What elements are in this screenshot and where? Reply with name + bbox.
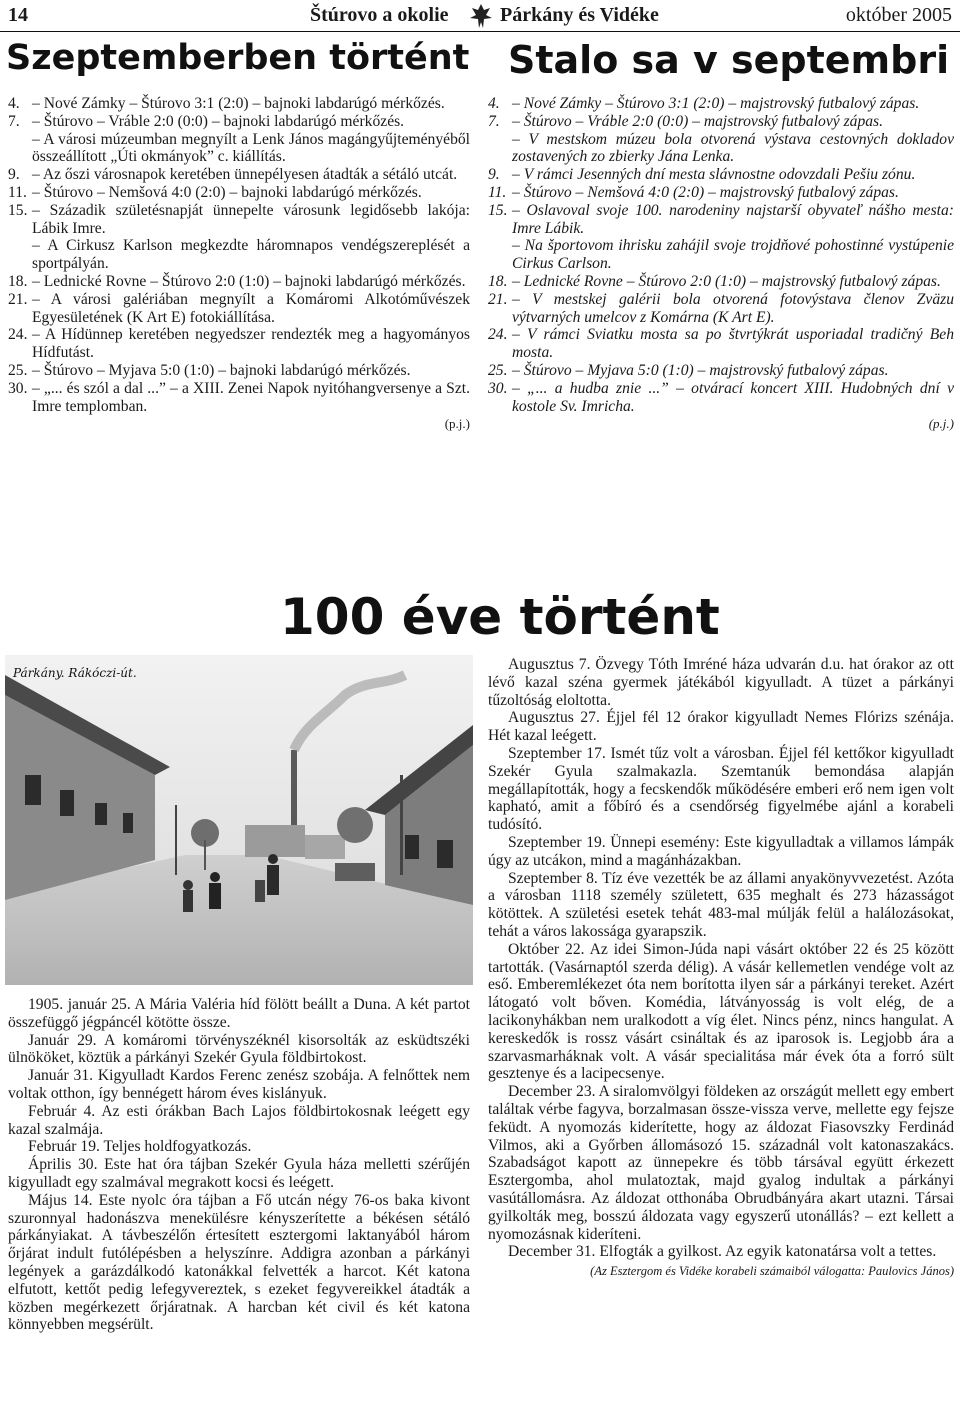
history-entry: December 31. Elfogták a gyilkost. Az egyik katonatársa volt a tettes.: [508, 1243, 937, 1261]
century-left-column: [8, 996, 470, 1334]
page-header: [0, 0, 960, 32]
list-item: 21. – V mestskej galérii bola otvorená fotovýstava členov Zväzu výtvarných umelcov z Komárna (K Art E).: [488, 290, 954, 326]
list-item: 11. – Štúrovo – Nemšová 4:0 (2:0) – bajnoki labdarúgó mérkőzés.: [8, 183, 422, 201]
history-entry: Február 4. Az esti órákban Bach Lajos földbirtokosnak leégett egy kazal szalmája.: [8, 1102, 470, 1138]
history-entry: Május 14. Este nyolc óra tájban a Fő utcán négy 76-os baka kivont szuronnyal hadonászva menekülésre kényszerítette a békésen sétáló párkányiakat. A távbeszélőn értesített esztergomi laktanyából három őrjárat indult futólépésben a helyszínre. Addigra azonban a párkányi legények a garázdálkodó katonákkal felvették a harcot. Két katona elfutott, kettőt pedig lefegyvereztek, s ezeket fegyvereikkel átadták a közben megérkezett őrjáratnak. A harcban két civil és két katona könnyebben megsérült.: [8, 1191, 470, 1334]
sk-signature: (p.j.): [928, 416, 954, 432]
century-right-column: [488, 656, 954, 1281]
history-entry: 1905. január 25. A Mária Valéria híd fölött beállt a Duna. A két partot összefüggő jégpáncél kötötte össze.: [8, 996, 470, 1031]
list-item: 25. – Štúrovo – Myjava 5:0 (1:0) – majstrovský futbalový zápas.: [488, 361, 889, 379]
century-heading: 100 éve történt: [280, 588, 720, 646]
list-item: 7. – Štúrovo – Vráble 2:0 (0:0) – majstrovský futbalový zápas.: [488, 112, 884, 130]
sk-events-column: [488, 95, 954, 433]
list-item: – V mestskom múzeu bola otvorená výstava cestovných dokladov zostavených zo zbierky Jána Lenka.: [512, 130, 954, 166]
history-entry: Augusztus 7. Özvegy Tóth Imréné háza udvarán d.u. hat órakor az ott lévő kazal széna gyermek játékából kigyulladt. A tüzet a párkányi tűzoltóság eloltotta.: [488, 656, 954, 709]
list-item: 24. – A Hídünnep keretében negyedszer rendezték meg a hagyományos Hídfutást.: [8, 326, 470, 362]
issue-date: október 2005: [845, 4, 952, 26]
history-entry: Augusztus 27. Éjjel fél 12 órakor kigyulladt Nemes Flórizs szénája. Hét kazal leégett.: [488, 709, 954, 745]
list-item: 7. – Štúrovo – Vráble 2:0 (0:0) – bajnoki labdarúgó mérkőzés.: [8, 112, 405, 130]
history-entry: Szeptember 19. Ünnepi esemény: Este kigyulladtak a villamos lámpák úgy az utcákon, mind a magánházakban.: [488, 833, 954, 869]
list-item: 9. – Az őszi városnapok keretében ünnepélyesen átadták a sétáló utcát.: [8, 166, 458, 184]
credit-line: (Az Esztergom és Vidéke korabeli számaiból válogatta: Paulovics János): [590, 1264, 954, 1279]
list-item: 9. – V rámci Jesenných dní mesta slávnostne odovzdali Pešiu zónu.: [488, 166, 916, 184]
list-item: 11. – Štúrovo – Nemšová 4:0 (2:0) – majstrovský futbalový zápas.: [488, 183, 899, 201]
hu-heading: Szeptemberben történt: [6, 38, 470, 78]
crest-logo-icon: [468, 2, 494, 30]
page-number: 14: [8, 4, 28, 26]
photo-caption: Párkány. Rákóczi-út.: [13, 666, 137, 680]
historic-photo-illustration: [5, 655, 473, 985]
list-item: 15. – Századik születésnapját ünnepelte városunk legidősebb lakója: Lábik Imre.: [8, 201, 470, 237]
list-item: – A Cirkusz Karlson megkezdte háromnapos vendégszereplését a sportpályán.: [32, 237, 470, 273]
history-entry: Január 29. A komáromi törvényszéknél kisorsolták az esküdtszéki ülnököket, köztük a párkányi Szekér Gyula földbirtokost.: [8, 1031, 470, 1067]
list-item: 4. – Nové Zámky – Štúrovo 3:1 (2:0) – bajnoki labdarúgó mérkőzés.: [8, 95, 445, 112]
list-item: 30. – „... és szól a dal ...” – a XIII. Zenei Napok nyitóhangversenye a Szt. Imre templomban.: [8, 379, 470, 415]
list-item: 18. – Lednické Rovne – Štúrovo 2:0 (1:0) – majstrovský futbalový zápas.: [488, 272, 941, 290]
history-entry: Szeptember 17. Ismét tűz volt a városban. Éjjel fél kettőkor kigyulladt Szekér Gyula szalmakazla. Szemtanúk bemondása alapján megállapították, hogy a fecskendők működésére emberi erő nem igen volt kapható, amit a főbíró és a csendőrség figyelmébe ajánl a korabeli tudósító.: [488, 744, 954, 834]
header-divider: [0, 31, 960, 32]
hu-signature: (p.j.): [444, 416, 470, 432]
publication-title-hu: Párkány és Vidéke: [500, 4, 659, 26]
list-item: 21. – A városi galériában megnyílt a Komáromi Alkotóművészek Egyesületének (K Art E) fotokiállítása.: [8, 290, 470, 326]
history-entry: December 23. A siralomvölgyi földeken az országút mellett egy embert találtak vérbe fagyva, borzalmasan összе-vissza verve, mellette egy fejsze feküdt. A nyomozás kiderítette, hogy az áldozat Fiasovszky Ferdinád Vilmos, aki a Győrben állomásozó 15. századnál volt katonaszakács. Szabadságot kapott az ünnepekre és több társával együtt érkezett Esztergomba, ahol mulatoztak, majd gyalog indultak a párkányi vasútállomásra. Az áldozat otthonába Obrudbányára akart utazni. Társai gyilkolták meg, bosszú áldozata vagy egyszerű utonállás? – ezt kellett a nyomozásnak kideríteni.: [488, 1083, 954, 1243]
sk-heading: Stalo sa v septembri: [508, 38, 950, 82]
list-item: – A városi múzeumban megnyílt a Lenk János magángyűjteményéből összeállított „Úti okmányok” c. kiállítás.: [32, 130, 470, 166]
publication-title-sk: Štúrovo a okolie: [310, 4, 449, 26]
list-item: 30. – „... a hudba znie ...” – otvárací koncert XIII. Hudobných dní v kostole Sv. Imricha.: [488, 379, 954, 415]
list-item: 15. – Oslavoval svoje 100. narodeniny najstarší obyvateľ nášho mesta: Imre Lábik.: [488, 201, 954, 237]
history-entry: Február 19. Teljes holdfogyatkozás.: [28, 1138, 252, 1156]
history-entry: Január 31. Kigyulladt Kardos Ferenc zenész szobája. A felnőttek nem voltak otthon, így bennégett három éves kislányuk.: [8, 1067, 470, 1102]
list-item: – Na športovom ihrisku zahájil svoje trojdňové pohostinné vystúpenie Cirkus Carlson.: [512, 237, 954, 273]
list-item: 24. – V rámci Sviatku mosta sa po štvrtýkrát usporiadal tradičný Beh mosta.: [488, 326, 954, 362]
list-item: 4. – Nové Zámky – Štúrovo 3:1 (2:0) – majstrovský futbalový zápas.: [488, 95, 920, 112]
list-item: 25. – Štúrovo – Myjava 5:0 (1:0) – bajnoki labdarúgó mérkőzés.: [8, 361, 411, 379]
history-entry: Szeptember 8. Tíz éve vezették be az állami anyakönyvvezetést. Azóta a városban 1118 személy született, 635 meghalt és 273 házasságot kötöttek. A születési esetek tehát 483-mal múlják felül a halálozásokat, tehát a város lakossága gyarapszik.: [488, 869, 954, 940]
history-entry: Április 30. Este hat óra tájban Szekér Gyula háza melletti szérűjén kigyulladt egy szalmával megrakott kocsi és leégett.: [8, 1156, 470, 1191]
history-entry: Október 22. Az idei Simon-Júda napi vásárt október 22 és 25 között tartották. (Vasárnaptól szerda délig). A vásár kellemetlen vendége volt az eső. Emberemlékezet óta nem borította ilyen sár a párkányi tereket. Azért látogató volt bőven. Komédia, látványosság is volt elég, de a lacikonyhákban nem uralkodott a víg élet. Nincs pénz, nincs hangulat. A kereskedők is rossz vásárt csináltak és az iparosok is. Legjobb ára a szarvasmarháknak volt. A vásár specialitása már évek óta a forró sült gesztenye és a lacipecsenye.: [488, 940, 954, 1083]
hu-events-column: [8, 95, 470, 433]
historic-street-photo: [5, 655, 473, 985]
list-item: 18. – Lednické Rovne – Štúrovo 2:0 (1:0) – bajnoki labdarúgó mérkőzés.: [8, 272, 466, 290]
